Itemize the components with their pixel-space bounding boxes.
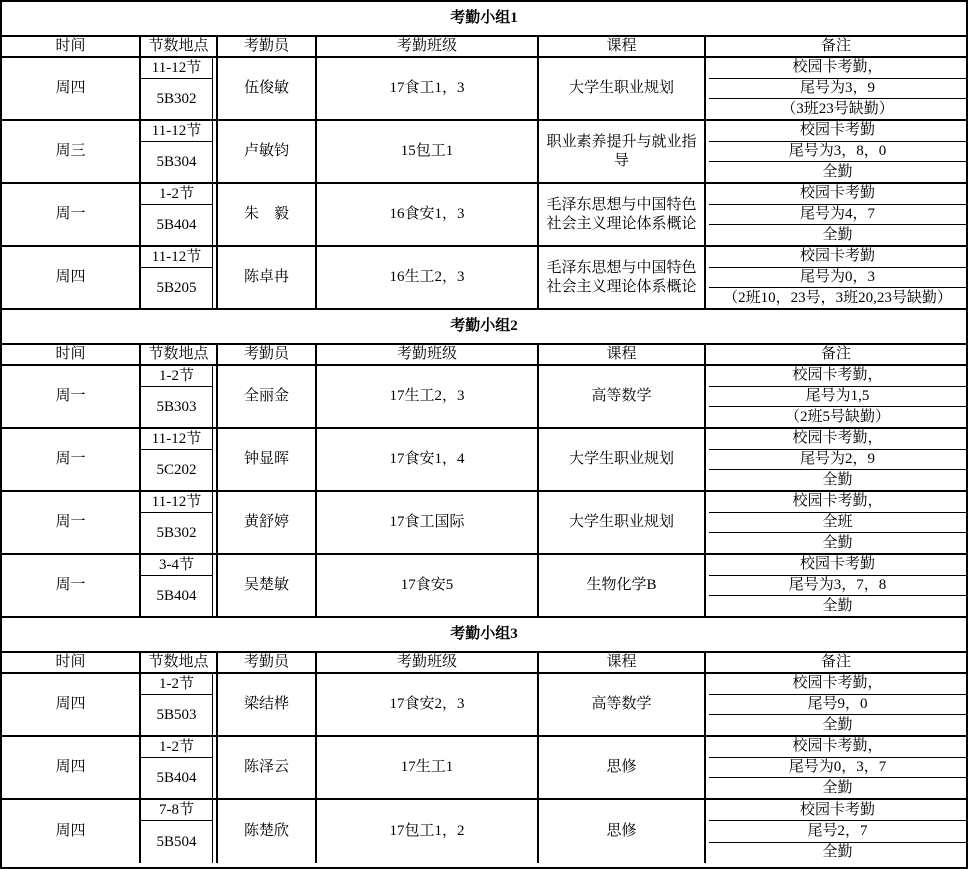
cell-monitor: 陈卓冉 (218, 247, 317, 308)
remark-line: 全勤 (822, 779, 853, 796)
cell-classes: 17食安5 (317, 555, 539, 616)
cell-room: 5B404 (156, 769, 197, 786)
remark-line: 全勤 (822, 163, 853, 180)
cell-classes: 17食工国际 (317, 492, 539, 553)
cell-period: 11-12节 (141, 247, 212, 268)
cell-day: 周一 (2, 555, 141, 616)
header-row (2, 37, 966, 58)
remark-line: 全勤 (822, 597, 853, 614)
cell-monitor: 陈楚欣 (218, 800, 317, 863)
remark-line: 校园卡考勤， (709, 58, 966, 79)
cell-period: 11-12节 (141, 429, 212, 450)
col-header-time: 时间 (2, 345, 141, 364)
cell-day: 周一 (2, 492, 141, 553)
remark-line: 全班 (709, 513, 966, 534)
col-header-classes: 考勤班级 (317, 653, 539, 672)
remark-line: 校园卡考勤， (709, 429, 966, 450)
col-header-classes: 考勤班级 (317, 37, 539, 56)
cell-course: 生物化学B (539, 555, 706, 616)
attendance-group-1 (2, 2, 966, 310)
remark-line: （2班5号缺勤） (784, 408, 890, 425)
remark-line: 尾号2，7 (709, 821, 966, 842)
cell-period: 1-2节 (141, 184, 212, 205)
cell-period-location (141, 58, 218, 119)
remark-line: 尾号为3，8，0 (709, 142, 966, 163)
col-header-course: 课程 (539, 37, 706, 56)
remark-line: 尾号9，0 (709, 695, 966, 716)
remark-line: 尾号为0，3，7 (709, 758, 966, 779)
cell-room: 5B503 (156, 706, 197, 723)
cell-course: 高等数学 (539, 366, 706, 427)
cell-period-location (141, 121, 218, 182)
table-row (2, 247, 966, 310)
col-header-monitor: 考勤员 (218, 653, 317, 672)
col-header-course: 课程 (539, 653, 706, 672)
table-row (2, 184, 966, 247)
table-row (2, 366, 966, 429)
col-header-monitor: 考勤员 (218, 37, 317, 56)
table-row (2, 492, 966, 555)
cell-room: 5B302 (156, 90, 197, 107)
remark-line: 全勤 (822, 716, 853, 733)
cell-period: 7-8节 (141, 800, 212, 821)
cell-course: 毛泽东思想与中国特色社会主义理论体系概论 (539, 247, 706, 308)
cell-day: 周一 (2, 429, 141, 490)
cell-period: 1-2节 (141, 674, 212, 695)
cell-course: 毛泽东思想与中国特色社会主义理论体系概论 (539, 184, 706, 245)
table-row (2, 58, 966, 121)
col-header-period-location: 节数地点 (141, 37, 218, 56)
cell-period-location (141, 674, 218, 735)
col-header-time: 时间 (2, 37, 141, 56)
cell-remarks (706, 674, 966, 735)
cell-course: 思修 (539, 800, 706, 863)
remark-line: 校园卡考勤 (709, 121, 966, 142)
cell-day: 周一 (2, 366, 141, 427)
table-row (2, 555, 966, 618)
cell-day: 周四 (2, 58, 141, 119)
cell-classes: 16生工2，3 (317, 247, 539, 308)
cell-course: 高等数学 (539, 674, 706, 735)
cell-period: 11-12节 (141, 58, 212, 79)
cell-classes: 17生工1 (317, 737, 539, 798)
cell-course: 职业素养提升与就业指导 (539, 121, 706, 182)
cell-monitor: 陈泽云 (218, 737, 317, 798)
cell-period-location (141, 247, 218, 308)
cell-day: 周四 (2, 800, 141, 863)
header-row (2, 653, 966, 674)
cell-monitor: 全丽金 (218, 366, 317, 427)
cell-remarks (706, 247, 966, 308)
remark-line: 校园卡考勤 (709, 555, 966, 576)
group-title: 考勤小组1 (2, 2, 966, 37)
col-header-period-location: 节数地点 (141, 653, 218, 672)
remark-line: 校园卡考勤 (709, 247, 966, 268)
table-row (2, 800, 966, 863)
remark-line: 校园卡考勤， (709, 366, 966, 387)
cell-remarks (706, 429, 966, 490)
cell-period: 1-2节 (141, 366, 212, 387)
attendance-group-3 (2, 618, 966, 863)
cell-course: 大学生职业规划 (539, 58, 706, 119)
remark-line: 尾号为4，7 (709, 205, 966, 226)
cell-course: 大学生职业规划 (539, 429, 706, 490)
cell-remarks (706, 800, 966, 863)
cell-classes: 17生工2，3 (317, 366, 539, 427)
table-row (2, 737, 966, 800)
remark-line: 全勤 (822, 534, 853, 551)
col-header-remarks: 备注 (820, 346, 851, 363)
remark-line: 校园卡考勤， (709, 492, 966, 513)
cell-period-location (141, 184, 218, 245)
remark-line: 尾号为0，3 (709, 268, 966, 289)
cell-monitor: 卢敏钧 (218, 121, 317, 182)
col-header-period-location: 节数地点 (141, 345, 218, 364)
remark-line: 校园卡考勤 (709, 184, 966, 205)
cell-room: 5B303 (156, 398, 197, 415)
cell-room: 5B304 (156, 153, 197, 170)
group-title: 考勤小组2 (2, 310, 966, 345)
cell-day: 周三 (2, 121, 141, 182)
remark-line: （3班23号缺勤） (781, 100, 894, 117)
cell-period: 1-2节 (141, 737, 212, 758)
group-title: 考勤小组3 (2, 618, 966, 653)
cell-day: 周四 (2, 737, 141, 798)
cell-monitor: 黄舒婷 (218, 492, 317, 553)
remark-line: 尾号为3，7，8 (709, 576, 966, 597)
cell-remarks (706, 58, 966, 119)
cell-remarks (706, 737, 966, 798)
cell-remarks (706, 555, 966, 616)
attendance-group-2 (2, 310, 966, 618)
cell-classes: 17食安2，3 (317, 674, 539, 735)
remark-line: 尾号为1,5 (709, 387, 966, 408)
remark-line: 校园卡考勤 (709, 800, 966, 821)
cell-remarks (706, 184, 966, 245)
col-header-time: 时间 (2, 653, 141, 672)
cell-day: 周一 (2, 184, 141, 245)
remark-line: 全勤 (822, 471, 853, 488)
cell-room: 5B404 (156, 587, 197, 604)
table-row (2, 121, 966, 184)
header-row (2, 345, 966, 366)
cell-classes: 17食安1，4 (317, 429, 539, 490)
cell-classes: 17包工1，2 (317, 800, 539, 863)
cell-room: 5B302 (156, 524, 197, 541)
cell-period: 11-12节 (141, 492, 212, 513)
cell-monitor: 朱 毅 (218, 184, 317, 245)
remark-line: 校园卡考勤， (709, 737, 966, 758)
cell-classes: 15包工1 (317, 121, 539, 182)
remark-line: 全勤 (822, 226, 853, 243)
remark-line: 尾号为3，9 (709, 79, 966, 100)
cell-period-location (141, 366, 218, 427)
remark-line: （2班10，23号，3班20,23号缺勤） (723, 289, 952, 306)
cell-period: 3-4节 (141, 555, 212, 576)
cell-monitor: 梁结桦 (218, 674, 317, 735)
cell-classes: 16食安1，3 (317, 184, 539, 245)
remark-line: 校园卡考勤， (709, 674, 966, 695)
col-header-course: 课程 (539, 345, 706, 364)
cell-room: 5B404 (156, 216, 197, 233)
cell-remarks (706, 121, 966, 182)
col-header-monitor: 考勤员 (218, 345, 317, 364)
cell-course: 思修 (539, 737, 706, 798)
cell-classes: 17食工1，3 (317, 58, 539, 119)
cell-day: 周四 (2, 674, 141, 735)
col-header-remarks: 备注 (820, 38, 851, 55)
cell-monitor: 吴楚敏 (218, 555, 317, 616)
cell-period-location (141, 737, 218, 798)
cell-period-location (141, 492, 218, 553)
table-row (2, 429, 966, 492)
cell-remarks (706, 492, 966, 553)
cell-course: 大学生职业规划 (539, 492, 706, 553)
cell-period: 11-12节 (141, 121, 212, 142)
cell-monitor: 伍俊敏 (218, 58, 317, 119)
cell-room: 5B504 (156, 833, 197, 850)
cell-remarks (706, 366, 966, 427)
col-header-remarks: 备注 (820, 654, 851, 671)
col-header-classes: 考勤班级 (317, 345, 539, 364)
cell-period-location (141, 800, 218, 863)
cell-day: 周四 (2, 247, 141, 308)
cell-period-location (141, 429, 218, 490)
cell-period-location (141, 555, 218, 616)
table-row (2, 674, 966, 737)
cell-room: 5B205 (156, 279, 197, 296)
cell-room: 5C202 (156, 461, 197, 478)
remark-line: 全勤 (822, 844, 853, 861)
remark-line: 尾号为2，9 (709, 450, 966, 471)
cell-monitor: 钟显晖 (218, 429, 317, 490)
